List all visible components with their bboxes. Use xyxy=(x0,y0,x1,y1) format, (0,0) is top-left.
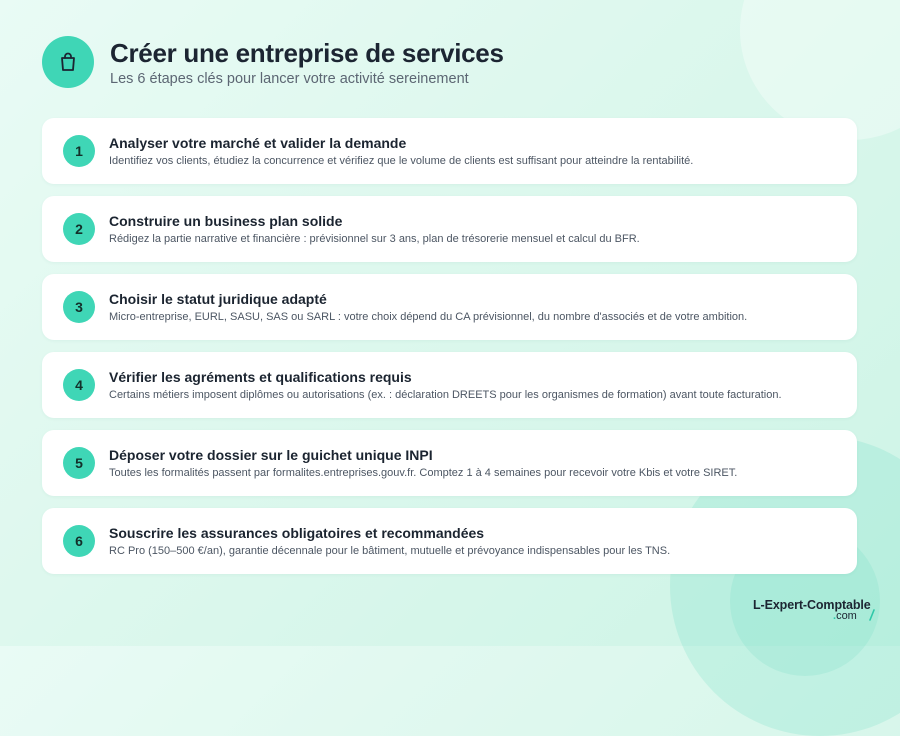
step-number-badge: 6 xyxy=(63,525,95,557)
step-title: Vérifier les agréments et qualifications requis xyxy=(109,369,412,385)
step-body xyxy=(109,212,640,246)
page-title: Créer une entreprise de services xyxy=(110,37,504,68)
step-number-badge: 4 xyxy=(63,369,95,401)
step-card-1 xyxy=(42,118,857,184)
step-body xyxy=(109,290,747,324)
step-description: Toutes les formalités passent par formalites.entreprises.gouv.fr. Comptez 1 à 4 semaines pour recevoir votre Kbis et votre SIRET. xyxy=(109,467,738,479)
logo-suffix: com xyxy=(836,610,857,622)
step-number-badge: 2 xyxy=(63,213,95,245)
page-header xyxy=(42,36,504,88)
logo-dot: . xyxy=(833,610,837,622)
step-title: Souscrire les assurances obligatoires et recommandées xyxy=(109,525,485,541)
step-card-5 xyxy=(42,430,857,496)
step-card-6 xyxy=(42,508,857,574)
step-body xyxy=(109,446,737,480)
step-number-badge: 3 xyxy=(63,291,95,323)
step-body xyxy=(109,134,693,168)
step-title: Déposer votre dossier sur le guichet unique INPI xyxy=(109,447,433,463)
step-body xyxy=(109,524,670,558)
header-icon-badge xyxy=(42,36,94,88)
logo-name: L-Expert-Comptable xyxy=(753,598,871,612)
step-description: Rédigez la partie narrative et financière : prévisionnel sur 3 ans, plan de trésorerie mensuel et calcul du BFR. xyxy=(109,233,640,245)
step-body xyxy=(109,368,782,402)
step-number-badge: 5 xyxy=(63,447,95,479)
step-title: Construire un business plan solide xyxy=(109,213,343,229)
logo-slash-icon xyxy=(868,609,876,621)
shopping-bag-icon xyxy=(56,50,80,74)
step-title: Analyser votre marché et valider la demande xyxy=(109,135,407,151)
steps-list xyxy=(42,118,857,586)
step-card-3 xyxy=(42,274,857,340)
step-number-badge: 1 xyxy=(63,135,95,167)
page-subtitle: Les 6 étapes clés pour lancer votre activité sereinement xyxy=(110,70,469,87)
step-card-4 xyxy=(42,352,857,418)
header-text xyxy=(110,38,504,87)
step-card-2 xyxy=(42,196,857,262)
step-description: Identifiez vos clients, étudiez la concurrence et vérifiez que le volume de clients est suffisant pour atteindre la rentabilité. xyxy=(109,155,694,167)
step-description: RC Pro (150–500 €/an), garantie décennale pour le bâtiment, mutuelle et prévoyance indispensables pour les TNS. xyxy=(109,545,671,557)
step-title: Choisir le statut juridique adapté xyxy=(109,291,327,307)
logo-domain xyxy=(833,610,857,622)
brand-logo xyxy=(753,598,878,622)
step-description: Certains métiers imposent diplômes ou autorisations (ex. : déclaration DREETS pour les organismes de formation) avant toute facturation. xyxy=(109,389,782,401)
step-description: Micro-entreprise, EURL, SASU, SAS ou SARL : votre choix dépend du CA prévisionnel, du nombre d'associés et de votre ambition. xyxy=(109,311,748,323)
